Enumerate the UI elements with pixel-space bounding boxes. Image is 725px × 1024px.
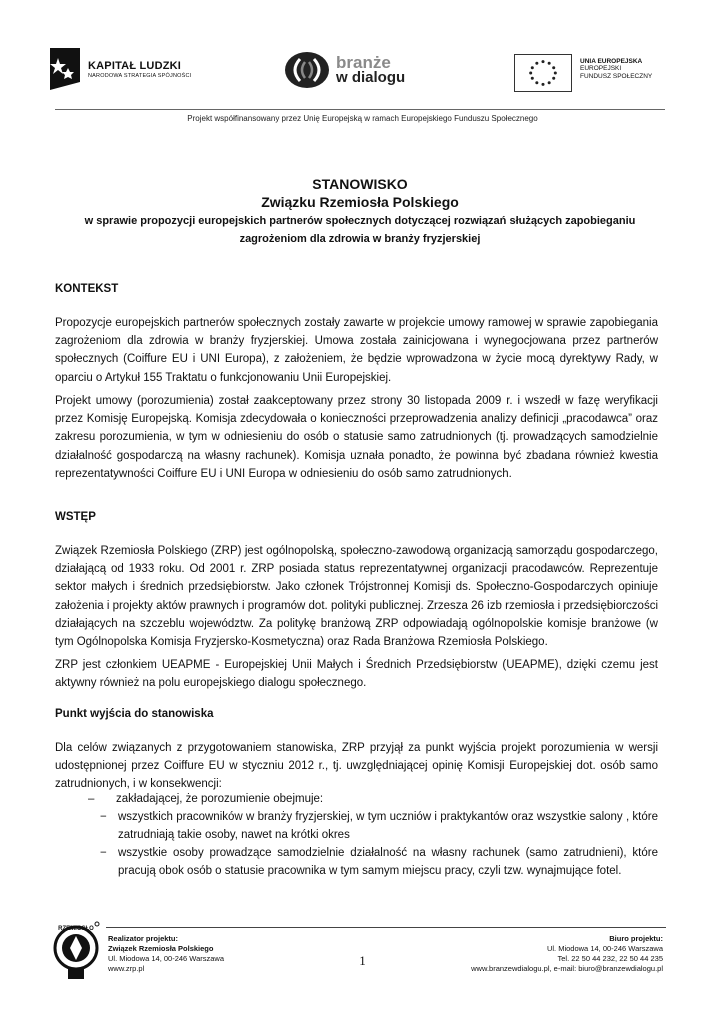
zrp-logo-text: RZEMIOSŁO (58, 926, 94, 932)
page-number: 1 (359, 953, 366, 968)
zrp-rzemioslo-logo-icon (52, 918, 102, 982)
kapital-subtitle: NARODOWA STRATEGIA SPÓJNOŚCI (88, 72, 192, 79)
footer-divider (106, 927, 666, 928)
kapital-ludzki-logo (48, 46, 191, 92)
context-p2-text: Projekt umowy (porozumienia) został zaakceptowany przez strony 30 listopada 2009 r. i wszedł w fazę weryfikacji przez Komisję Europejską. Komisja zdecydowała o konieczności przeprowadzenia analizy definicji „pracodawca” oraz zakresu porozumienia, w tym w odniesieniu do osób o statusie samo zatrudnionych (tj. prowadzących samodzielnie działalność gospodarczą na własny rachunek). Komisja uznała ponadto, że powinna być zbadana również kwestia reprezentatywności Coiffure EU i UNI Europa w odniesieniu do osób samo zatrudnionych. (55, 395, 658, 480)
list-item-level2 (100, 844, 658, 880)
intro-p1-text: Związek Rzemiosła Polskiego (ZRP) jest ogólnopolską, społeczno-zawodową organizacją samorządu gospodarczego, działającą od 1933 roku. Od 2001 r. ZRP posiada status reprezentatywnej organizacji pracodawców. Reprezentuje sektor małych i średnich przedsiębiorstw. Jako członek Trójstronnej Komisji ds. Społeczno-Gospodarczych opiniuje założenia i projekty aktów prawnych i programów dot. polityki publicznej. Zrzesza 26 izb rzemiosła i przedsiębiorczości działających na szczeblu województw. Za politykę branżową ZRP odpowiadają ogólnopolskie komisje branżowe (w tym Ogólnopolska Komisja Fryzjersko-Kosmetyczna) oraz Rada Branżowa Rzemiosła Polskiego. (55, 545, 658, 649)
document-title: STANOWISKO (312, 176, 408, 192)
starting-point-paragraph (55, 739, 658, 794)
dash-bullet-icon: − (100, 847, 107, 859)
section-heading-context: KONTEKST (55, 283, 119, 295)
realizator-label: Realizator projektu: (108, 934, 179, 943)
footer-office (471, 934, 663, 974)
realizator-name: Związek Rzemiosła Polskiego (108, 944, 214, 953)
dash-bullet-icon: − (100, 811, 107, 823)
kapital-title: KAPITAŁ LUDZKI (88, 59, 182, 72)
office-phone: Tel. 22 50 44 232, 22 50 44 235 (557, 954, 663, 963)
kapital-ludzki-emblem-icon (48, 46, 82, 92)
page-footer (0, 918, 725, 998)
page-header (0, 0, 725, 128)
start-p1-text: Dla celów związanych z przygotowaniem stanowiska, ZRP przyjął za punkt wyjścia projekt porozumienia w wersji udostępnionej przez Coiffure EU w styczniu 2012 r., tj. uwzględniającej opinię Komisji Europejskiej dot. osób samo zatrudnionych, i w konsekwencji: (55, 742, 658, 791)
realizator-website: www.zrp.pl (108, 964, 145, 973)
intro-paragraph-1 (55, 542, 658, 651)
office-contact: www.branzewdialogu.pl, e-mail: biuro@branzewdialogu.pl (471, 964, 663, 973)
branze-line2: w dialogu (336, 69, 406, 86)
office-address: Ul. Miodowa 14, 00-246 Warszawa (546, 944, 663, 953)
office-label: Biuro projektu: (609, 934, 663, 943)
ue-line3: FUNDUSZ SPOŁECZNY (580, 73, 653, 80)
intro-paragraph-2 (55, 656, 658, 692)
document-description-line2: zagrożeniom dla zdrowia w branży fryzjerskiej (239, 233, 481, 245)
ue-line2: EUROPEJSKI (580, 65, 622, 72)
section-heading-starting-point: Punkt wyjścia do stanowiska (55, 708, 214, 720)
unia-europejska-logo (514, 54, 652, 92)
branze-w-dialogu-logo (284, 50, 405, 90)
sub2-text: wszystkie osoby prowadzące samodzielnie działalność na własny rachunek (samo zatrudnieni), które pracują obok osób o statusie pracownika w tym samym miejscu pracy, czyli tzw. wynajmujące fotel. (118, 847, 658, 877)
ue-title: UNIA EUROPEJSKA (580, 58, 643, 65)
document-title-block (55, 175, 665, 247)
context-p1-text: Propozycje europejskich partnerów społecznych zostały zawarte w projekcie umowy ramowej w sprawie zapobiegania zagrożeniom dla zdrowia w branży fryzjerskiej. Umowa została zainicjowana i wynegocjowana przez partnerów społecznych (Coiffure EU i UNI Europa), z założeniem, że będzie wprowadzona w życie mocą dyrektywy Rady, w oparciu o Artykuł 155 Traktatu o funkcjonowaniu Unii Europejskiej. (55, 317, 658, 384)
dialog-bubbles-icon (284, 50, 330, 90)
context-paragraph-1 (55, 314, 658, 387)
document-subtitle: Związku Rzemiosła Polskiego (261, 194, 459, 210)
header-divider (55, 109, 665, 110)
realizator-address: Ul. Miodowa 14, 00-246 Warszawa (108, 954, 225, 963)
branze-line1: branże (336, 53, 391, 72)
document-description-line1: w sprawie propozycji europejskich partnerów społecznych dotyczącej rozwiązań służących zapobieganiu (84, 215, 636, 227)
bullet1-text: zakładającej, że porozumienie obejmuje: (116, 793, 324, 805)
eu-flag-icon (514, 54, 572, 92)
list-item-level2 (100, 808, 658, 844)
cofinancing-note: Projekt współfinansowany przez Unię Europejską w ramach Europejskiego Funduszu Społecznego (187, 114, 538, 123)
intro-p2-text: ZRP jest członkiem UEAPME - Europejskiej Unii Małych i Średnich Przedsiębiorstw (UEAPME), dzięki czemu jest aktywny również na polu europejskiego dialogu społecznego. (55, 659, 658, 690)
dash-bullet-icon: – (88, 793, 95, 805)
sub1-text: wszystkich pracowników w branży fryzjerskiej, w tym uczniów i praktykantów oraz wszystkie salony , które zatrudniają takie osoby, nawet na krótki okres (118, 811, 658, 841)
context-paragraph-2 (55, 392, 658, 483)
section-heading-intro: WSTĘP (55, 511, 96, 523)
